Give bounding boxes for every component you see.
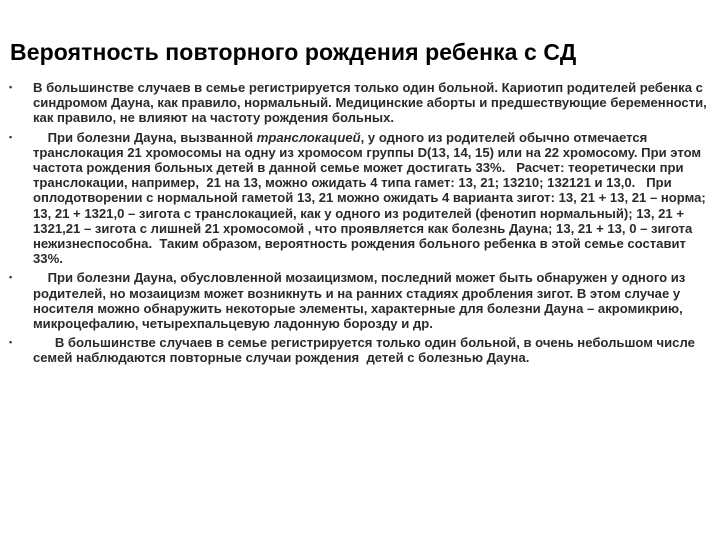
list-item (0, 270, 720, 331)
bullet-dot-icon: • (9, 131, 13, 142)
paragraph-text (33, 335, 712, 365)
paragraph-text-part: При болезни Дауна, вызванной (33, 129, 257, 145)
paragraph-text (33, 130, 712, 267)
bullet-list (0, 80, 720, 366)
paragraph-text-part: В большинстве случаев в семье регистрируется только один больной, в очень небольшом числе семей наблюдаются повторные случаи рождения детей с болезнью Дауна. (33, 335, 699, 366)
list-item (0, 130, 720, 267)
paragraph-text (33, 270, 712, 331)
list-item (0, 335, 720, 365)
bullet-dot-icon: • (9, 82, 13, 92)
paragraph-text-part: В большинстве случаев в семье регистрируется только один больной. Кариотип родителей ребенка с синдромом Дауна, как правило, нормальный. Медицинские аборты и предшествующие беременности, как правило, не влияют на частоту рождения больных. (33, 80, 707, 126)
slide-title: Вероятность повторного рождения ребенка с СД (10, 39, 577, 65)
list-item (0, 80, 720, 126)
paragraph-text (33, 80, 712, 126)
paragraph-text-part: , у одного из родителей обычно отмечается транслокация 21 хромосомы на одну из хромосом группы D(13, 14, 15) или на 22 хромосому. При этом частота рождения больных детей в данной семье может достигать 33%. Расчет: теоретически при транслокации, например, 21 на 13, можно ожидать 4 типа гамет: 13, 21; 13210; 132121 и 13,0. При оплодотворении с нормальной гаметой 13, 21 можно ожидать 4 варианта зигот: 13, 21 + 13, 21 – норма; 13, 21 + 1321,0 – зигота с транслокацией, как у одного из родителей (фенотип нормальный); 13, 21 + 1321,21 – зигота с лишней 21 хромосомой , что проявляется как болезнь Дауна; 13, 21 + 13, 0 – зигота нежизнеспособна. Таким образом, вероятность рождения больного ребенка в этой семье составит 33%. (33, 129, 710, 267)
paragraph-text-part: При болезни Дауна, обусловленной мозаицизмом, последний может быть обнаружен у одного из родителей, но мозаицизм может возникнуть и на ранних стадиях дробления зигот. В этом случае у носителя можно обнаружить некоторые элементы, характерные для болезни Дауна – акромикрию, микроцефалию, четырехпальцевую ладонную борозду и др. (33, 270, 689, 332)
paragraph-emphasis: транслокацией (256, 129, 361, 145)
bullet-dot-icon: • (9, 337, 13, 348)
bullet-dot-icon: • (9, 272, 13, 283)
